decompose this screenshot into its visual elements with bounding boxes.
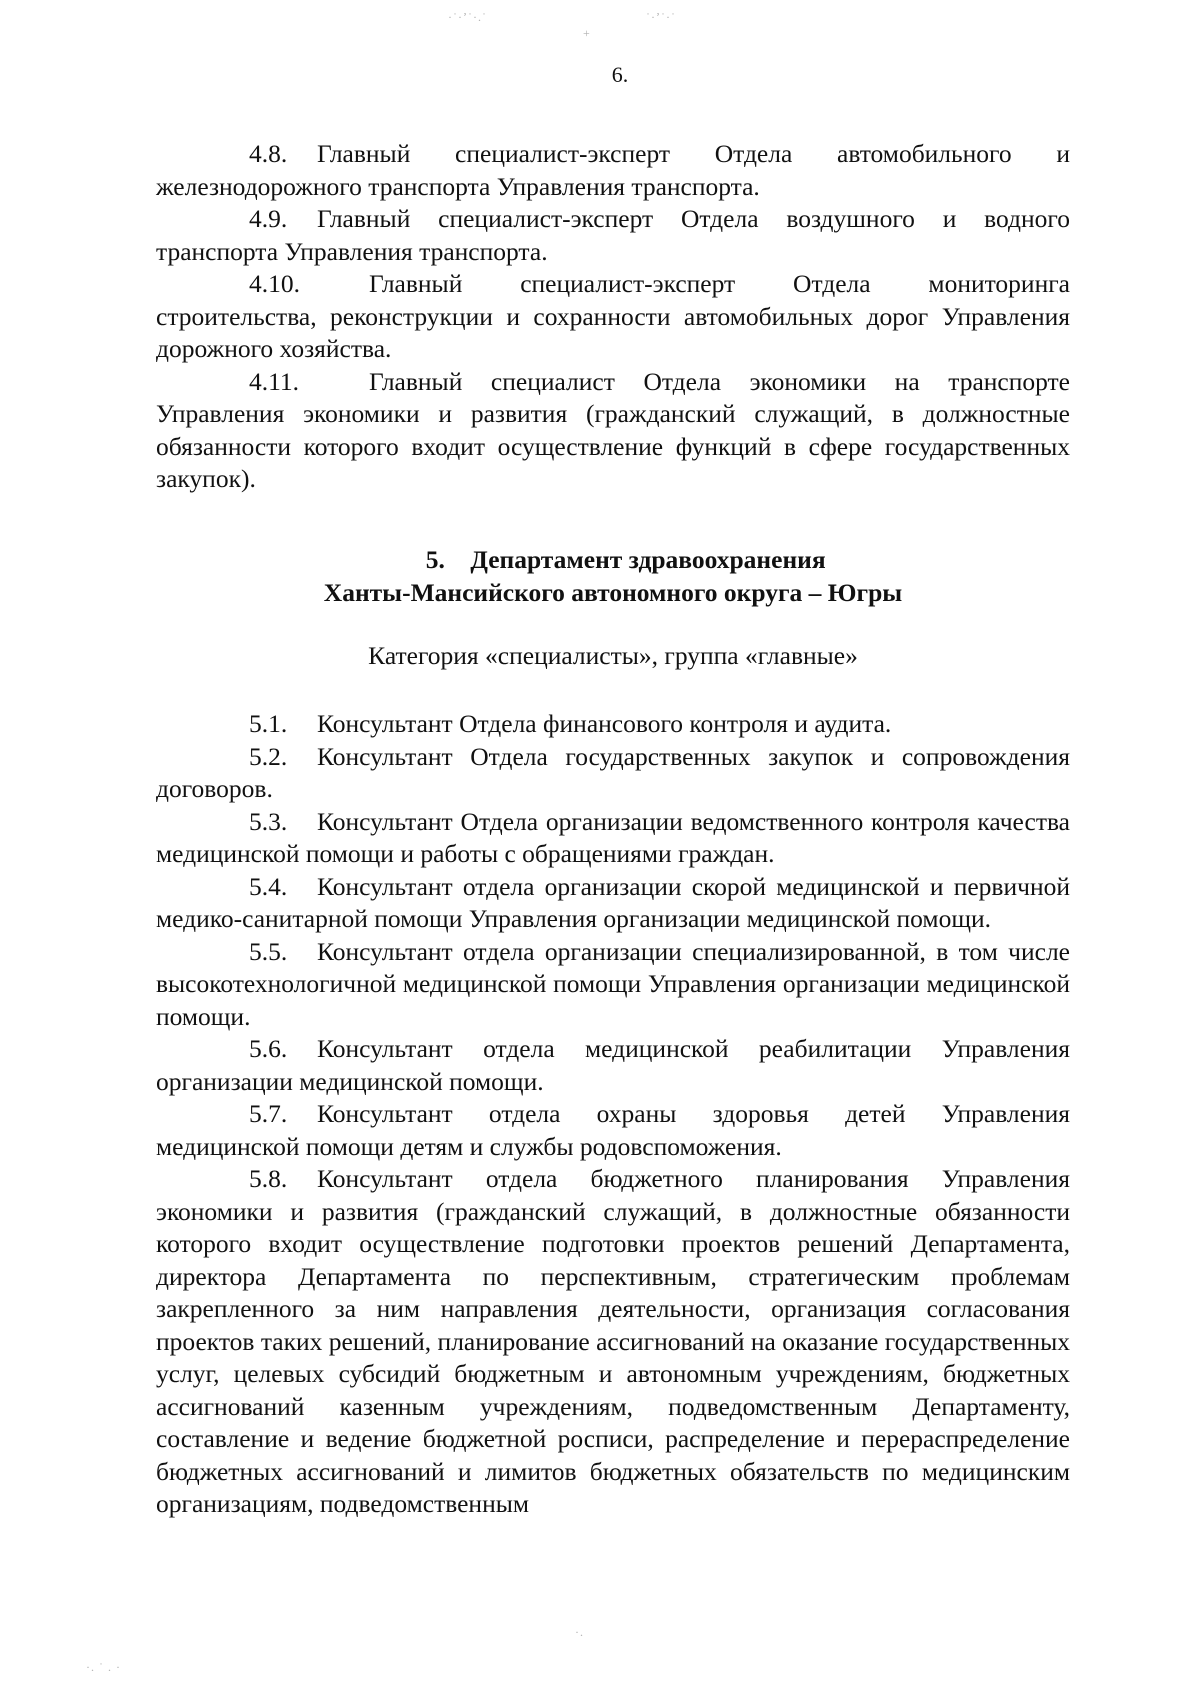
item-text: Консультант Отдела государственных закупок и сопровождения договоров. xyxy=(156,741,1070,803)
item-text: Главный специалист-эксперт Отдела мониторинга строительства, реконструкции и сохранности автомобильных дорог Управления дорожного хозяйства. xyxy=(156,269,1070,363)
scan-noise: + xyxy=(583,26,591,40)
item-text: Консультант отдела медицинской реабилитации Управления организации медицинской помощи. xyxy=(156,1034,1070,1096)
section-heading xyxy=(156,543,1070,609)
scan-noise: ˙·ʼ˙·˙ xyxy=(646,10,676,24)
item-text: Консультант отдела бюджетного планирования Управления экономики и развития (гражданский служащий, в должностные обязанности которого входит осуществление подготовки проектов решений Департамента, директора Департамента по перспективным, стратегическим проблемам закрепленного за ним направления деятельности, организация согласования проектов таких решений, планирование ассигнований на оказание государственных услуг, целевых субсидий бюджетным и автономным учреждениям, бюджетных ассигнований казенным учреждениям, подведомственным Департаменту, составление и ведение бюджетной росписи, распределение и перераспределение бюджетных ассигнований и лимитов бюджетных обязательств по медицинским организациям, подведомственным xyxy=(156,1164,1070,1518)
item-text: Консультант Отдела организации ведомственного контроля качества медицинской помощи и работы с обращениями граждан. xyxy=(156,806,1070,868)
scan-noise: ·. xyxy=(575,1625,584,1639)
list-item xyxy=(156,936,1070,1034)
item-number: 5.7. xyxy=(249,1099,288,1128)
item-text: Консультант отдела организации специализированной, в том числе высокотехнологичной медицинской помощи Управления организации медицинской помощи. xyxy=(156,936,1070,1031)
item-text: Консультант отдела охраны здоровья детей Управления медицинской помощи детям и службы родовспоможения. xyxy=(156,1099,1070,1161)
scan-noise: ·˙·ʼ˙·.˙ xyxy=(448,10,487,24)
item-number: 4.8. xyxy=(249,139,288,168)
category-label: Категория «специалисты», группа «главные» xyxy=(368,640,858,670)
list-item xyxy=(156,708,1070,741)
section-title-line-1: 5. Департамент здравоохранения xyxy=(156,543,1070,576)
item-text: Главный специалист-эксперт Отдела автомобильного и железнодорожного транспорта Управления транспорта. xyxy=(156,139,1070,201)
item-number: 5.3. xyxy=(249,806,288,836)
item-number: 5.1. xyxy=(249,709,288,738)
item-number: 5.8. xyxy=(249,1164,288,1193)
item-text: Главный специалист-эксперт Отдела воздушного и водного транспорта Управления транспорта. xyxy=(156,204,1070,266)
list-item xyxy=(156,203,1070,268)
item-text: Консультант отдела организации скорой медицинской и первичной медико-санитарной помощи Управления организации медицинской помощи. xyxy=(156,871,1070,933)
list-item xyxy=(156,268,1070,366)
item-number: 5.6. xyxy=(249,1034,288,1063)
item-number: 5.2. xyxy=(249,741,288,771)
list-item xyxy=(156,871,1070,936)
section-title-line-2: Ханты-Мансийского автономного округа – Югры xyxy=(323,577,903,607)
item-text: Консультант Отдела финансового контроля и аудита. xyxy=(317,709,892,738)
list-item xyxy=(156,806,1070,871)
item-number: 5.4. xyxy=(249,871,288,901)
item-number: 4.9. xyxy=(249,204,288,233)
scan-noise: ·. ˙ . · xyxy=(86,1660,121,1674)
document-body xyxy=(156,138,1070,1521)
list-item xyxy=(156,366,1070,496)
list-item xyxy=(156,1163,1070,1521)
list-item xyxy=(156,741,1070,806)
item-number: 4.10. xyxy=(249,269,300,298)
item-number: 4.11. xyxy=(249,366,300,396)
list-item xyxy=(156,1098,1070,1163)
section-number: 5. xyxy=(425,544,445,574)
page-number: 6. xyxy=(611,62,629,87)
item-text: Главный специалист Отдела экономики на транспорте Управления экономики и развития (гражданский служащий, в должностные обязанности которого входит осуществление функций в сфере государственных закупок). xyxy=(156,366,1070,493)
list-item xyxy=(156,1033,1070,1098)
list-item xyxy=(156,138,1070,203)
item-number: 5.5. xyxy=(249,936,288,966)
